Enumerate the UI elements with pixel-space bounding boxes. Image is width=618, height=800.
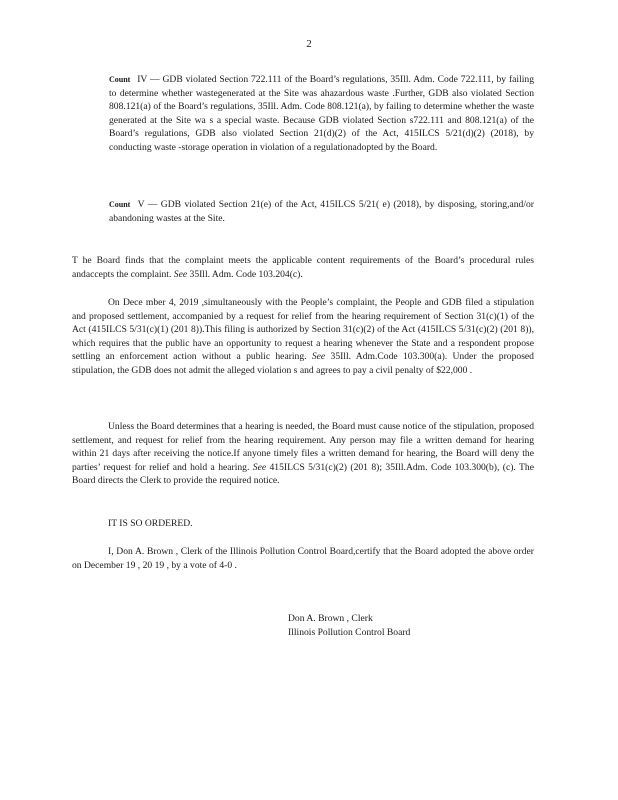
signature-name: Don A. Brown , Clerk (288, 613, 373, 624)
page-number: 2 (306, 38, 312, 50)
count-label: Count (109, 75, 131, 84)
hearing-paragraph: Unless the Board determines that a hearing is needed, the Board must cause notice of the stipulation, proposed settlement, and request for relief from the hearing requirement. Any person may file a written demand for hearing within 21 days after receiving the notice.If anyone timely files a written demand for hearing, the Board will deny the parties’ request for relief and hold a hearing. See 415ILCS 5/31(c)(2) (201 8); 35Ill.Adm. Code 103.300(b), (c). The Board directs the Clerk to provide the required notice. (72, 421, 534, 487)
certification-paragraph: I, Don A. Brown , Clerk of the Illinois Pollution Control Board,certify that the Board adopted the above order on December 19 , 20 19 , by a vote of 4-0 . (72, 546, 534, 571)
count-text: IV — GDB violated Section 722.111 of the Board’s regulations, 35Ill. Adm. Code 722.111, by failing to determine whether wastegenerated at the Site was ahazardous waste .Further, GDB also violated Section 808.121(a) of the Board’s regulations, 35Ill. Adm. Code 808.121(a), by failing to determine whether the waste generated at the Site wa s a special waste. Because GDB violated Section s722.111 and 808.121(a) of the Board’s regulations, GDB also violated Section 21(d)(2) of the Act, 415ILCS 5/21(d)(2) (2018), by conducting waste -storage operation in violation of a regulationadopted by the Board. (109, 74, 534, 153)
count-iv (109, 73, 534, 155)
count-v (109, 198, 534, 225)
count-label: Count (109, 200, 131, 209)
stipulation-paragraph: On Dece mber 4, 2019 ,simultaneously with the People’s complaint, the People and GDB filed a stipulation and proposed settlement, accompanied by a request for relief from the hearing requirement of Section 31(c)(1) of the Act (415ILCS 5/31(c)(1) (201 8)).This filing is authorized by Section 31(c)(2) of the Act (415ILCS 5/31(c)(2) (201 8)), which requires that the public have an opportunity to request a hearing whenever the State and a respondent propose settling an enforcement action without a public hearing. See 35Ill. Adm.Code 103.300(a). Under the proposed stipulation, the GDB does not admit the alleged violation s and agrees to pay a civil penalty of $22,000 . (72, 297, 534, 376)
ordered-statement: IT IS SO ORDERED. (108, 518, 193, 529)
count-text: V — GDB violated Section 21(e) of the Act, 415ILCS 5/21( e) (2018), by disposing, storing,and/or abandoning wastes at the Site. (109, 199, 534, 224)
findings-paragraph: T he Board finds that the complaint meets the applicable content requirements of the Board’s procedural rules andaccepts the complaint. See 35Ill. Adm. Code 103.204(c). (72, 255, 534, 280)
signature-org: Illinois Pollution Control Board (288, 627, 411, 638)
